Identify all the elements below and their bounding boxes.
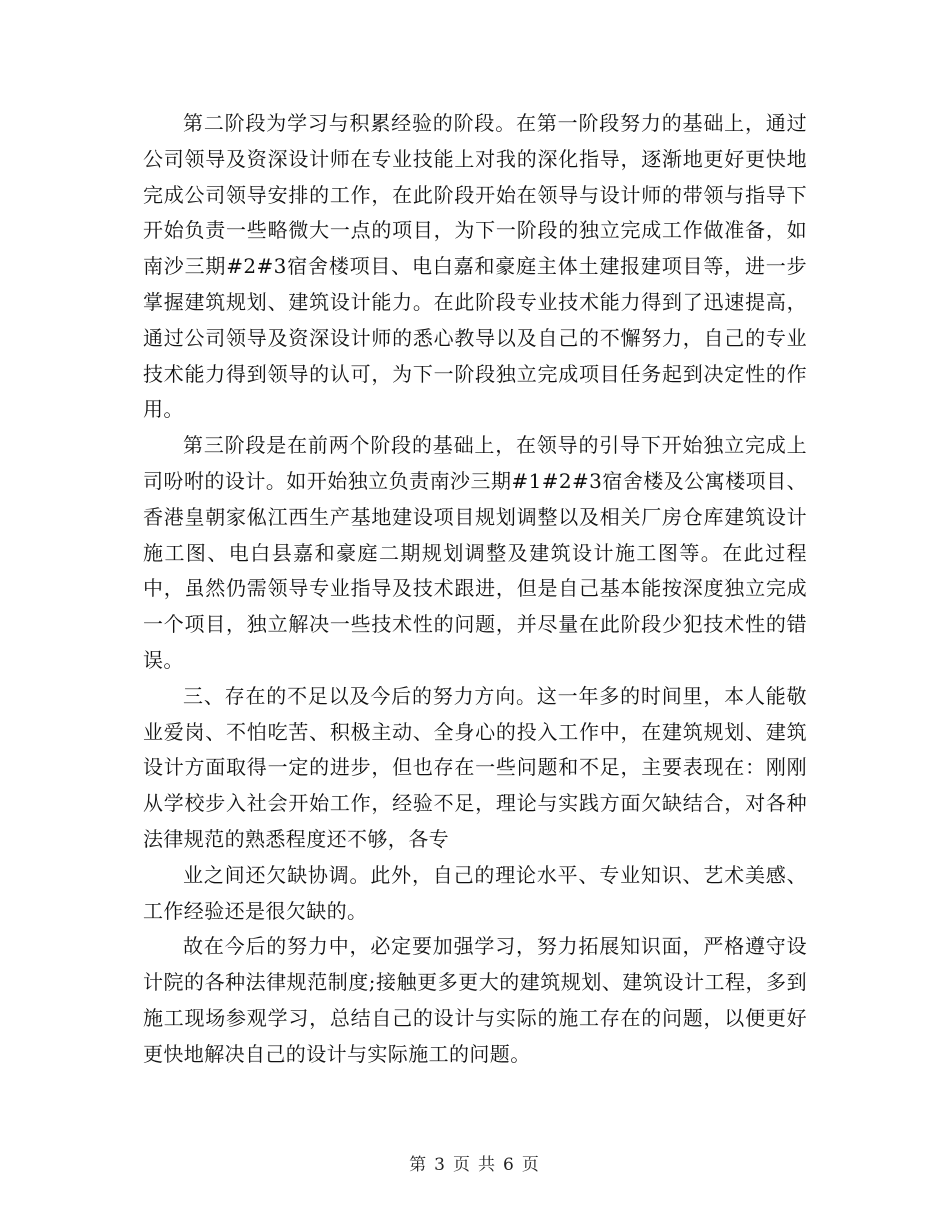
paragraph-future-direction: 故在今后的努力中，必定要加强学习，努力拓展知识面，严格遵守设计院的各种法律规范制度;接触更多更大的建筑规划、建筑设计工程，多到施工现场参观学习，总结自己的设计与实际的施工存在的问题，以便更好更快地解决自己的设计与实际施工的问题。 (143, 934, 807, 1066)
document-body (143, 106, 807, 1073)
footer-total-pages: 6 (503, 1155, 516, 1175)
paragraph-stage-two: 第二阶段为学习与积累经验的阶段。在第一阶段努力的基础上，通过公司领导及资深设计师在专业技能上对我的深化指导，逐渐地更好更快地完成公司领导安排的工作，在此阶段开始在领导与设计师的带领与指导下开始负责一些略微大一点的项目，为下一阶段的独立完成工作做准备，如南沙三期#2#3宿舍楼项目、电白嘉和豪庭主体土建报建项目等，进一步掌握建筑规划、建筑设计能力。在此阶段专业技术能力得到了迅速提高，通过公司领导及资深设计师的悉心教导以及自己的不懈努力，自己的专业技术能力得到领导的认可，为下一阶段独立完成项目任务起到决定性的作用。 (143, 111, 807, 422)
footer-label-total: 共 (478, 1155, 497, 1175)
page-footer (0, 1150, 950, 1175)
paragraph-shortcomings-continued: 业之间还欠缺协调。此外，自己的理论水平、专业知识、艺术美感、工作经验还是很欠缺的。 (143, 862, 807, 923)
footer-label-page: 第 (409, 1155, 429, 1175)
footer-label-total-unit: 页 (521, 1155, 541, 1175)
footer-label-page-unit: 页 (453, 1155, 472, 1175)
paragraph-stage-three: 第三阶段是在前两个阶段的基础上，在领导的引导下开始独立完成上司吩咐的设计。如开始独立负责南沙三期#1#2#3宿舍楼及公寓楼项目、香港皇朝家俬江西生产基地建设项目规划调整以及相关厂房仓库建筑设计施工图、电白县嘉和豪庭二期规划调整及建筑设计施工图等。在此过程中，虽然仍需领导专业指导及技术跟进，但是自己基本能按深度独立完成一个项目，独立解决一些技术性的问题，并尽量在此阶段少犯技术性的错误。 (143, 433, 807, 672)
footer-current-page: 3 (434, 1155, 447, 1175)
paragraph-shortcomings: 三、存在的不足以及今后的努力方向。这一年多的时间里，本人能敬业爱岗、不怕吃苦、积极主动、全身心的投入工作中，在建筑规划、建筑设计方面取得一定的进步，但也存在一些问题和不足，主要表现在：刚刚从学校步入社会开始工作，经验不足，理论与实践方面欠缺结合，对各种法律规范的熟悉程度还不够，各专 (143, 683, 807, 851)
